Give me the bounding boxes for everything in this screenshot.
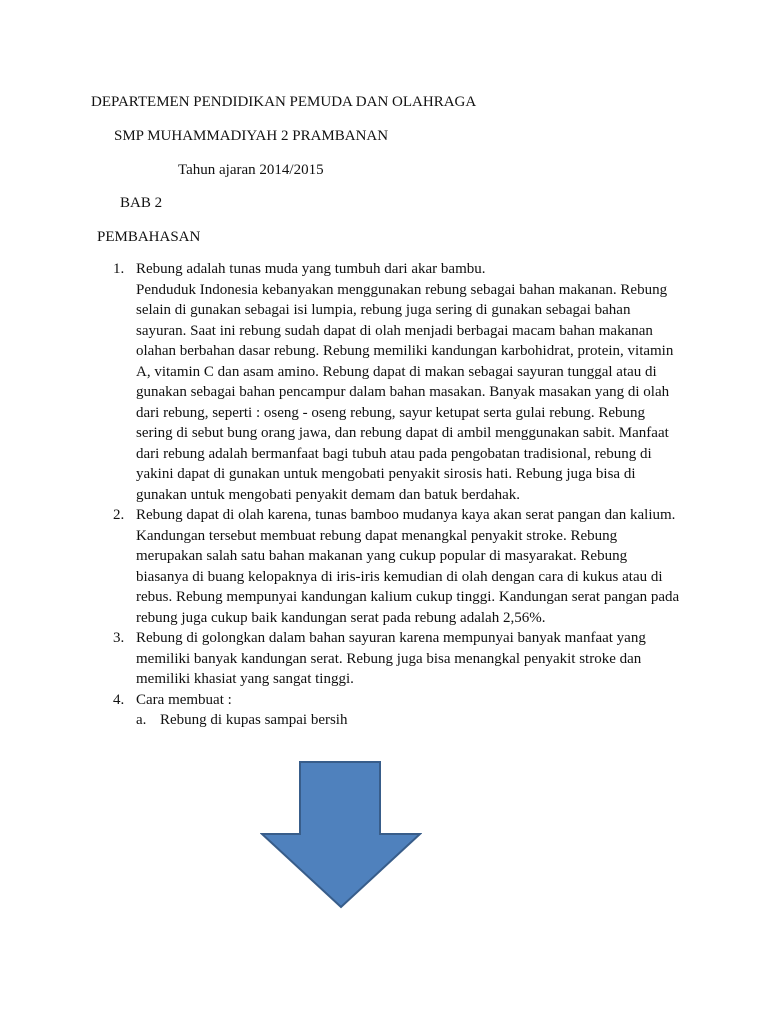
list-item-lead: Rebung adalah tunas muda yang tumbuh dari akar bambu. xyxy=(136,261,486,277)
list-number: 4. xyxy=(113,691,125,708)
down-arrow-icon xyxy=(260,760,422,910)
list-item-1 xyxy=(0,259,768,505)
list-number: 3. xyxy=(113,630,125,646)
list-item-text: Penduduk Indonesia kebanyakan menggunakan rebung sebagai bahan makanan. Rebung selain di gunakan sebagai isi lumpia, rebung juga sering di gunakan sebagai bahan sayuran. Saat ini rebung sudah dapat di olah menjadi berbagai macam bahan makanan olahan berbahan dasar rebung. Rebung memiliki kandungan karbohidrat, protein, vitamin A, vitamin C dan asam amino. Rebung dapat di makan sebagai sayuran tunggal atau di gunakan sebagai bahan pencampur dalam bahan masakan. Banyak masakan yang di olah dari rebung, seperti : oseng - oseng rebung, sayur ketupat serta gulai rebung. Rebung sering di sebut bung orang jawa, dan rebung dapat di ambil menggunakan sabit. Manfaat dari rebung adalah bermanfaat bagi tubuh atau pada pengobatan tradisional, rebung di yakini dapat di gunakan untuk mengobati penyakit sirosis hati. Rebung juga bisa di gunakan untuk mengobati penyakit demam dan batuk berdahak. xyxy=(136,281,674,503)
list-item-text: Cara membuat : xyxy=(136,691,232,708)
list-item-2 xyxy=(0,505,768,628)
numbered-list xyxy=(0,259,768,731)
sub-list-item-text: Rebung di kupas sampai bersih xyxy=(160,712,348,728)
sub-list-letter: a. xyxy=(136,712,147,728)
list-item-text: Rebung dapat di olah karena, tunas bamboo mudanya kaya akan serat pangan dan kalium. Kandungan tersebut membuat rebung dapat menangkal penyakit stroke. Rebung merupakan salah satu bahan makanan yang cukup popular di masyarakat. Rebung biasanya di buang kelopaknya di iris-iris kemudian di olah dengan cara di kukus atau di rebus. Rebung mempunyai kandungan kalium cukup tinggi. Kandungan serat pangan pada rebung juga cukup baik kandungan serat pada rebung adalah 2,56%. xyxy=(136,507,680,626)
list-number: 1. xyxy=(113,261,125,277)
chapter-label: BAB 2 xyxy=(120,195,163,211)
down-arrow-shape xyxy=(262,762,420,907)
list-number: 2. xyxy=(113,507,125,523)
list-item-3 xyxy=(0,628,768,690)
section-title: PEMBAHASAN xyxy=(97,229,201,245)
header-department: DEPARTEMEN PENDIDIKAN PEMUDA DAN OLAHRAGA xyxy=(91,94,477,110)
sub-list-item-a xyxy=(136,710,680,731)
header-school: SMP MUHAMMADIYAH 2 PRAMBANAN xyxy=(114,128,389,144)
header-academic-year: Tahun ajaran 2014/2015 xyxy=(178,162,324,178)
list-item-text: Rebung di golongkan dalam bahan sayuran karena mempunyai banyak manfaat yang memiliki banyak kandungan serat. Rebung juga bisa menangkal penyakit stroke dan memiliki khasiat yang sangat tinggi. xyxy=(136,630,646,687)
list-item-4 xyxy=(0,690,768,731)
sub-list xyxy=(136,710,680,731)
